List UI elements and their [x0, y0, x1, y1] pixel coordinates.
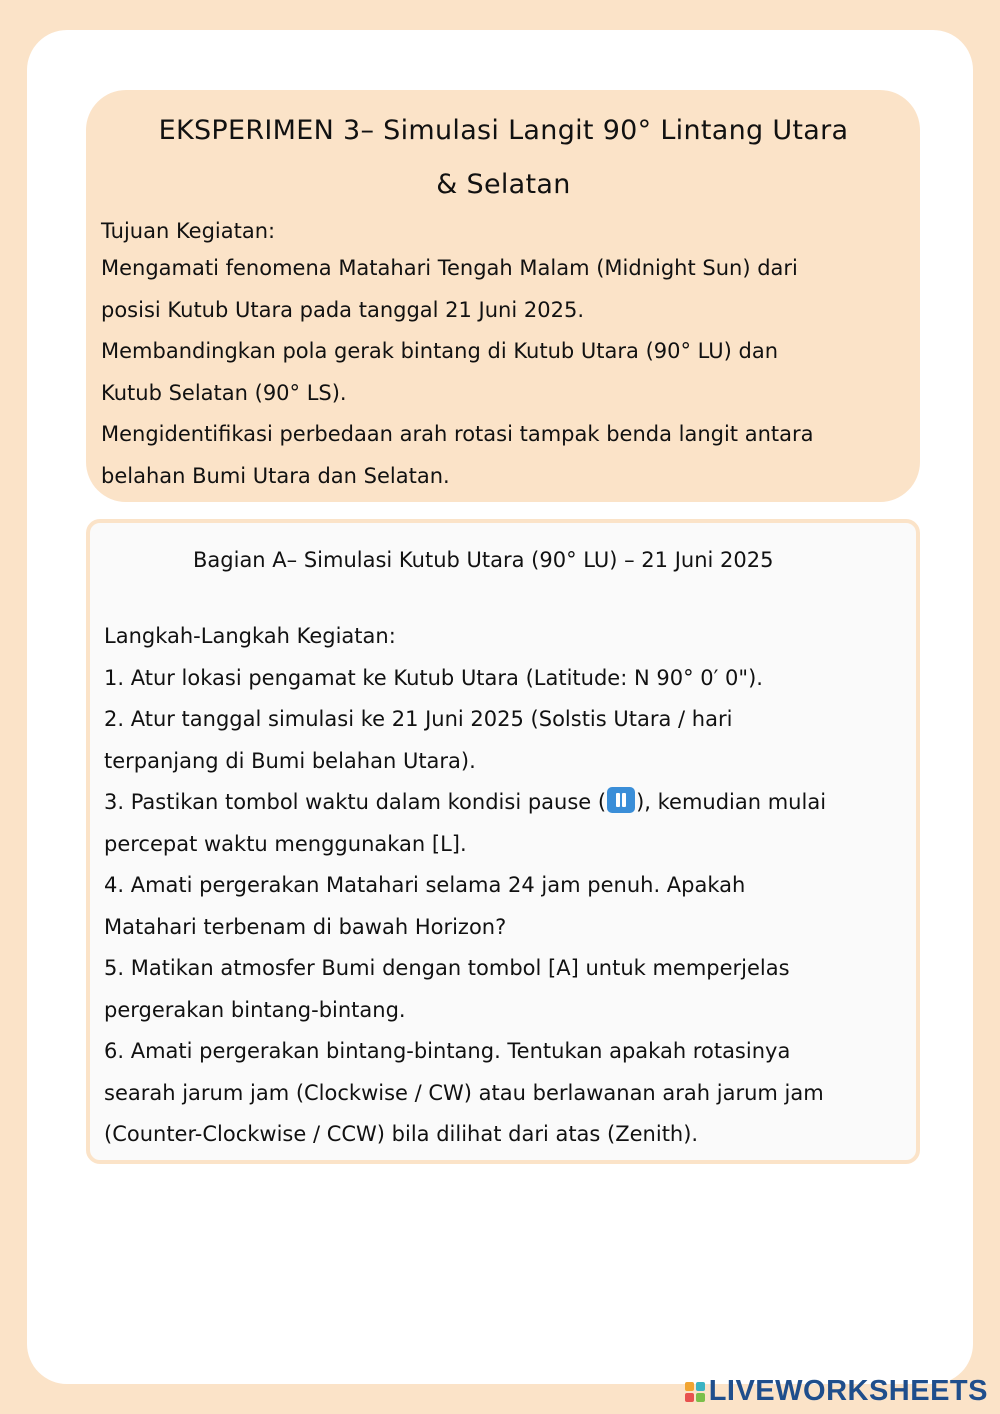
liveworksheets-brand[interactable]	[685, 1375, 988, 1408]
logo-square	[696, 1393, 705, 1402]
step-5-cont: pergerakan bintang-bintang.	[104, 997, 406, 1022]
objectives-heading: Tujuan Kegiatan:	[101, 219, 276, 243]
step-3-cont: percepat waktu menggunakan [L].	[104, 831, 467, 856]
step-6-cont: (Counter-Clockwise / CCW) bila dilihat dari atas (Zenith).	[104, 1122, 699, 1146]
step-2-cont: terpanjang di Bumi belahan Utara).	[104, 748, 476, 773]
page-title	[101, 104, 906, 212]
liveworksheets-logo-icon	[685, 1382, 705, 1402]
logo-square	[685, 1382, 694, 1391]
step-6-cont: searah jarum jam (Clockwise / CW) atau berlawanan arah jarum jam	[104, 1080, 824, 1105]
objective-line: belahan Bumi Utara dan Selatan.	[101, 463, 450, 488]
page-title-line1: EKSPERIMEN 3– Simulasi Langit 90° Lintang Utara	[158, 115, 849, 146]
objective-line: Mengidentifikasi perbedaan arah rotasi tampak benda langit antara	[101, 422, 814, 446]
step-3-text-end: ), kemudian mulai	[636, 790, 827, 814]
objective-line: Mengamati fenomena Matahari Tengah Malam (Midnight Sun) dari	[101, 256, 798, 280]
objective-line: Kutub Selatan (90° LS).	[101, 380, 347, 405]
objectives-list	[101, 214, 906, 497]
page-title-line2: & Selatan	[436, 169, 571, 200]
steps-list	[104, 616, 902, 1156]
part-a-panel	[86, 519, 920, 1164]
logo-square	[685, 1393, 694, 1402]
step-4-cont: Matahari terbenam di bawah Horizon?	[104, 914, 507, 939]
objective-line: posisi Kutub Utara pada tanggal 21 Juni 2025.	[101, 297, 584, 322]
step-3-text-start: 3. Pastikan tombol waktu dalam kondisi pause (	[104, 790, 607, 814]
objective-line: Membandingkan pola gerak bintang di Kutub Utara (90° LU) dan	[101, 339, 779, 363]
step-6: 6. Amati pergerakan bintang-bintang. Tentukan apakah rotasinya	[104, 1039, 791, 1063]
part-a-title: Bagian A– Simulasi Kutub Utara (90° LU) – 21 Juni 2025	[193, 548, 774, 572]
objectives-panel	[86, 90, 920, 502]
step-2: 2. Atur tanggal simulasi ke 21 Juni 2025 (Solstis Utara / hari	[104, 707, 733, 731]
step-5: 5. Matikan atmosfer Bumi dengan tombol [A] untuk memperjelas	[104, 956, 790, 980]
steps-heading: Langkah-Langkah Kegiatan:	[104, 624, 396, 648]
step-1: 1. Atur lokasi pengamat ke Kutub Utara (Latitude: N 90° 0′ 0").	[104, 665, 763, 690]
pause-icon	[607, 787, 635, 813]
brand-label: LIVEWORKSHEETS	[708, 1375, 988, 1407]
logo-square	[696, 1382, 705, 1391]
step-4: 4. Amati pergerakan Matahari selama 24 jam penuh. Apakah	[104, 873, 746, 897]
step-3	[104, 782, 902, 824]
